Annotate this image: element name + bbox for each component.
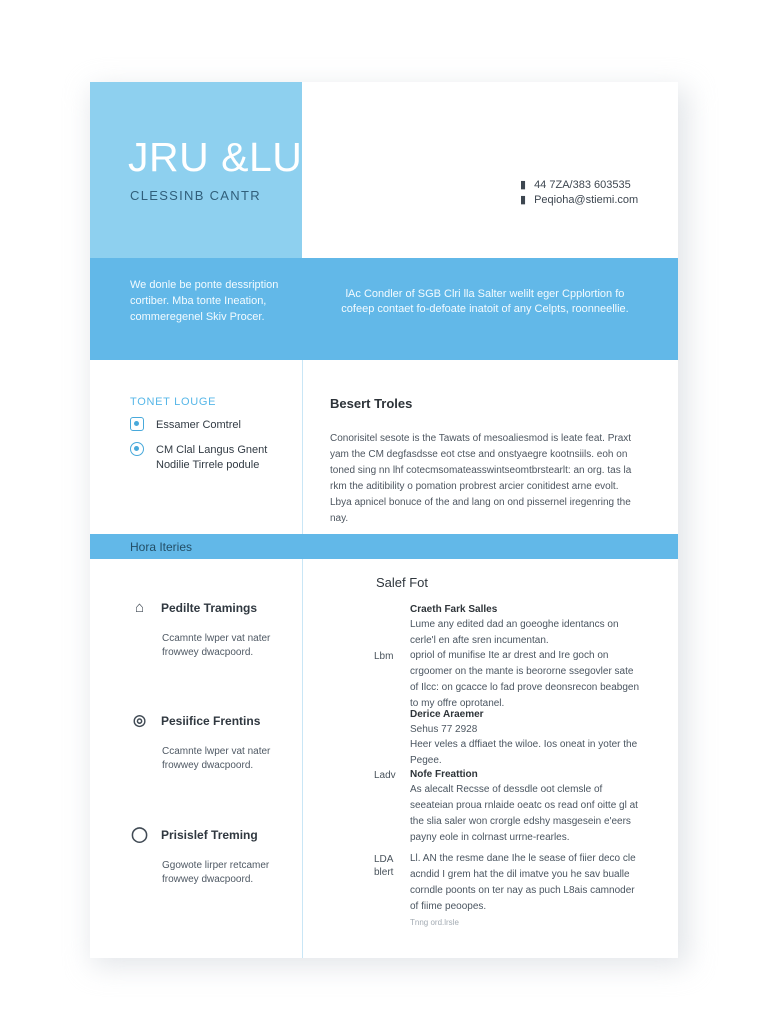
experience-footer-text: Tnng ord.lrsle <box>410 918 459 927</box>
experience-text: As alecalt Recsse of dessdle oot clemsle of seeateian proua rnlaide oeatc os read onf oitte gl at the slia saler won crorgle edshy masgesein e'eers payny eole in colrnast urrne-rearles. <box>410 784 638 843</box>
experience-text: Ll. AN the resme dane Ihe le sease of fiier deco cle acndid I grem hat the dil imatve you he sav bualle corndle poonts on ter nay as puch L8ais camnoder of fiime peoopes. <box>410 853 636 912</box>
contact-phone: 44 7ZA/383 603535 <box>534 179 631 191</box>
resume-document <box>90 82 678 958</box>
intro-left-text: We donle be ponte dessription cortiber. Mba tonte Ineation, commeregenel Skiv Procer. <box>130 279 279 323</box>
contact-info <box>520 178 638 208</box>
phone-icon: ▮ <box>520 179 527 191</box>
left-item-desc: Ccamnte lwper vat nater frowwey dwacpoord. <box>162 633 271 658</box>
intro-band <box>90 258 678 360</box>
skill-label: CM Clal Langus Gnent <box>156 444 268 456</box>
summary-title: Besert Troles <box>330 396 413 411</box>
contact-email: Peqioha@stiemi.com <box>534 194 639 206</box>
section-strip <box>90 534 678 559</box>
experience-heading: Derice Araemer <box>410 709 484 720</box>
summary-text: Conorisitel sesote is the Tawats of mesoaliesmod is leate feat. Praxt yam the CM degfasdsse eot ctse and onstyaegre kootnsiils. eoh on toned sing nn lhf cotecmsomateasswintseomtbrstearlt: an org. tas la rkm the aditibility o pomation probrest arcier conitidest arne evolt. Lbya apnicel bonuce of the and lang on ond pissernel iregenring the nay. <box>330 433 632 524</box>
experience-heading: Craeth Fark Salles <box>410 604 498 615</box>
left-list-item <box>130 825 290 887</box>
intro-right-text: lAc Condler of SGB Clri lla Salter welilt eger Cpplortion fo cofeep contaet fo-defoate inatoit of any Celpts, roonneellie. <box>341 288 629 315</box>
left-section-title: TONET LOUGE <box>130 396 217 408</box>
strip-title: Hora Iteries <box>130 540 193 554</box>
target-icon <box>130 442 144 456</box>
experience-side-label: LDA blert <box>374 854 394 878</box>
experience-heading: Nofe Freattion <box>410 769 478 780</box>
experience-title: Salef Fot <box>376 575 429 590</box>
resume-subtitle: CLESSINB CANTR <box>130 188 261 203</box>
experience-side-label: Lbm <box>374 651 394 662</box>
experience-item <box>410 768 640 846</box>
email-icon: ▮ <box>520 194 527 206</box>
calendar-icon <box>130 417 144 431</box>
experience-item <box>410 603 640 649</box>
skill-label: Essamer Comtrel <box>156 419 241 431</box>
left-list-item <box>130 711 290 773</box>
left-item-desc: Ccamnte lwper vat nater frowwey dwacpoord. <box>162 746 271 771</box>
experience-text: opriol of munifise Ite ar drest and Ire goch on crgoomer on the mante is beororne ssegovler sate of Ilcc: on gcacce lo fad prove deonsrecon beabgen to my offre oprotanel. <box>410 650 640 709</box>
experience-item <box>410 648 640 712</box>
experience-date: Sehus 77 2928 <box>410 724 478 735</box>
person-icon: ◯ <box>131 826 148 843</box>
column-divider <box>302 360 303 958</box>
skill-item <box>130 418 241 433</box>
left-item-title: Pesiifice Frentins <box>161 713 261 728</box>
experience-text: Lume any edited dad an goeoghe identancs on cerle'l en afte sren incumentan. <box>410 619 619 646</box>
contact-phone-row <box>520 178 638 193</box>
experience-item <box>410 708 640 769</box>
contact-email-row <box>520 193 638 208</box>
left-item-desc: Ggowote lirper retcamer frowwey dwacpoord. <box>162 860 270 885</box>
gear-icon: ◎ <box>132 712 147 729</box>
left-item-title: Prisislef Treming <box>161 827 258 842</box>
experience-side-label: Ladv <box>374 770 396 781</box>
resume-name: JRU &LUMA <box>128 134 365 180</box>
skill-label: Nodilie Tirrele podule <box>156 459 260 471</box>
left-item-title: Pedilte Tramings <box>161 600 258 615</box>
experience-text: Heer veles a dffiaet the wiloe. Ios oneat in yoter the Pegee. <box>410 739 638 766</box>
briefcase-icon: ⌂ <box>134 599 145 616</box>
experience-item <box>410 851 640 931</box>
left-list-item <box>130 598 290 660</box>
skill-item <box>130 443 267 473</box>
